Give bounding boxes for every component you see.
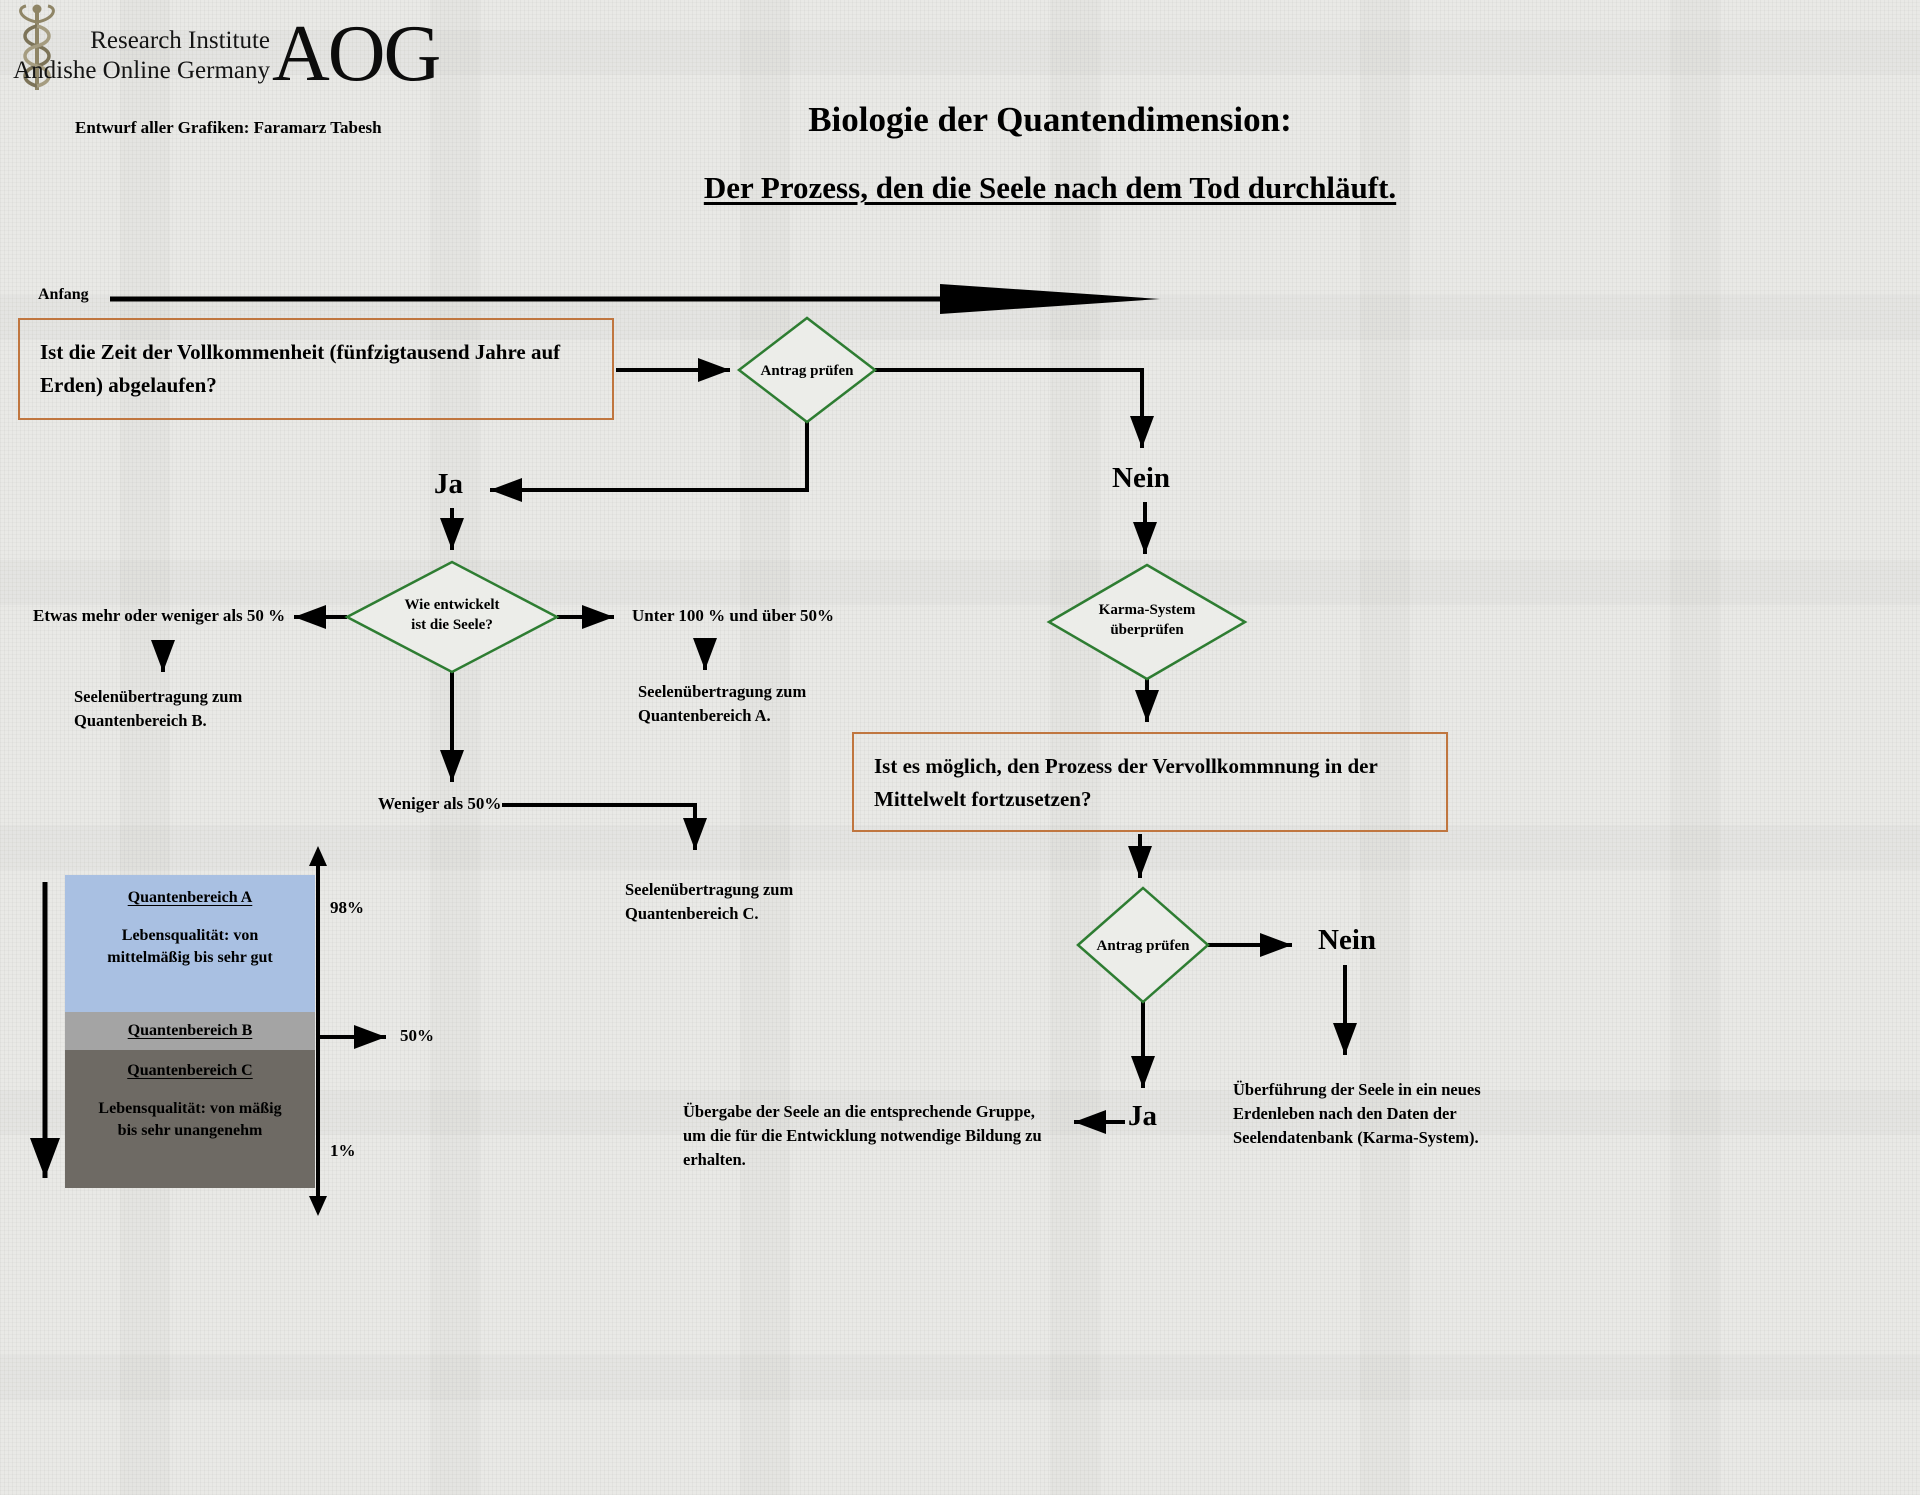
decision3-label-line1: Karma-System xyxy=(1098,602,1196,618)
institute-name xyxy=(8,26,270,85)
page-title-line1: Biologie der Quantendimension: xyxy=(808,100,1292,139)
decision3-label xyxy=(1047,600,1247,641)
logo-acronym: AOG xyxy=(272,10,440,98)
decision2-label-line2: ist die Seele? xyxy=(411,617,493,634)
ja2-label: Ja xyxy=(1128,1100,1157,1132)
region-a xyxy=(65,875,315,1012)
ja2-result-text: Übergabe der Seele an die entsprechende Gruppe, um die für die Entwicklung notwendige Bildung zu erhalten. xyxy=(683,1102,1042,1169)
start-label: Anfang xyxy=(38,286,89,303)
decision3-label-line2: überprüfen xyxy=(1110,622,1184,639)
decision2-label xyxy=(352,595,552,636)
decision4-label: Antrag prüfen xyxy=(1096,938,1190,954)
start-arrowhead xyxy=(940,284,1160,314)
institute-name-line1: Research Institute xyxy=(90,27,270,54)
question2-text: Ist es möglich, den Prozess der Vervollkommnung in der Mittelwelt fortzusetzen? xyxy=(874,754,1378,811)
decision2-label-line1: Wie entwickelt xyxy=(404,597,500,613)
question2-box xyxy=(852,732,1448,832)
decision1-label: Antrag prüfen xyxy=(760,363,854,379)
nein1-label: Nein xyxy=(1112,462,1170,494)
result-quantenbereich-b: Seelenübertragung zum Quantenbereich B. xyxy=(74,687,243,730)
quantum-regions-chart xyxy=(65,875,315,1188)
region-b xyxy=(65,1012,315,1050)
branch-left-label: Etwas mehr oder weniger als 50 % xyxy=(33,606,286,625)
branch-down-label: Weniger als 50% xyxy=(378,794,502,813)
ja1-label: Ja xyxy=(434,468,463,500)
chart-axis-down-arrowhead xyxy=(309,1196,327,1216)
nein2-result-text: Überführung der Seele in ein neues Erdenleben nach den Daten der Seelendatenbank (Karma-System). xyxy=(1233,1080,1481,1147)
pct-top-label: 98% xyxy=(330,898,364,917)
result-quantenbereich-c: Seelenübertragung zum Quantenbereich C. xyxy=(625,880,794,923)
question1-text: Ist die Zeit der Vollkommenheit (fünfzigtausend Jahre auf Erden) abgelaufen? xyxy=(40,340,561,397)
region-a-title: Quantenbereich A xyxy=(127,889,253,906)
region-c xyxy=(65,1050,315,1188)
nein2-label: Nein xyxy=(1318,924,1376,956)
institute-name-line2: Andishe Online Germany xyxy=(13,56,270,84)
d1-to-ja-arrow xyxy=(490,422,807,490)
result-quantenbereich-a: Seelenübertragung zum Quantenbereich A. xyxy=(638,682,807,725)
page-title-line2: Der Prozess, den die Seele nach dem Tod durchläuft. xyxy=(703,170,1397,205)
graphics-credit: Entwurf aller Grafiken: Faramarz Tabesh xyxy=(75,118,382,137)
pct-mid-label: 50% xyxy=(400,1026,434,1045)
pct-bottom-label: 1% xyxy=(330,1141,356,1160)
branch-right-label: Unter 100 % und über 50% xyxy=(632,606,834,625)
chart-axis-up-arrowhead xyxy=(309,846,327,866)
d1-to-nein-arrow xyxy=(875,370,1142,448)
region-a-desc: Lebensqualität: von mittelmäßig bis sehr gut xyxy=(107,927,273,967)
question1-box xyxy=(18,318,614,420)
region-c-title: Quantenbereich C xyxy=(127,1062,253,1079)
region-c-desc: Lebensqualität: von mäßig bis sehr unangenehm xyxy=(98,1100,282,1140)
weniger-to-c-arrow xyxy=(502,805,695,850)
region-b-title: Quantenbereich B xyxy=(127,1022,253,1039)
